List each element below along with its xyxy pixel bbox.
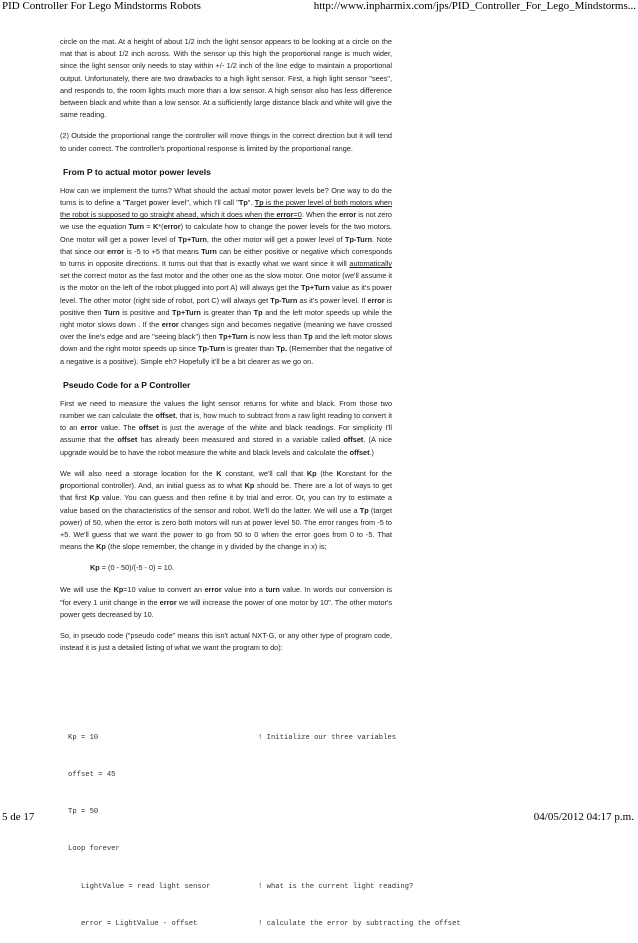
- code-comment: ! calculate the error by subtracting the offset: [258, 919, 461, 928]
- section-heading: Pseudo Code for a P Controller: [63, 379, 191, 390]
- paragraph: (2) Outside the proportional range the controller will move things in the correct direction but it will tend to under correct. The controller's proportional response is limited by the proportional range.: [60, 131, 392, 153]
- page-footer: [0, 810, 638, 826]
- page-number: 5 de 17: [2, 811, 35, 823]
- code-line: LightValue = read light sensor ! what is the current light reading?: [68, 881, 568, 893]
- document-body: [60, 36, 392, 663]
- code-line: offset = 45: [68, 771, 116, 780]
- header-title: PID Controller For Lego Mindstorms Robots: [2, 0, 201, 12]
- paragraph: We will use the Kp=10 value to convert an error value into a turn value. In words our conversion is "for every 1 unit change in the error we will increase the power of one motor by 10". The other motor's power gets decreased by 10.: [60, 585, 392, 619]
- print-timestamp: 04/05/2012 04:17 p.m.: [533, 811, 634, 823]
- code-line: error = LightValue - offset ! calculate the error by subtracting the offset: [68, 918, 568, 930]
- code-comment: ! what is the current light reading?: [258, 882, 414, 891]
- paragraph: How can we implement the turns? What should the actual motor power levels be? One way to do the turns is to define a "Target power level", which I'll call "Tp". Tp is the power level of both motors when the robot is supposed to go straight ahead, which it does when the error=0. When the error is not zero we use the equation Turn = K*(error) to calculate how to change the power levels for the two motors. One motor will get a power level of Tp+Turn, the other motor will get a power level of Tp-Turn. Note that since our error is -5 to +5 that means Turn can be either positive or negative which corresponds to turns in opposite directions. It turns out that that is exactly what we want since it will automatically set the correct motor as the fast motor and the other one as the slow motor. One motor (we'll assume it is the motor on the left of the robot plugged into port A) will always get the Tp+Turn value as it's power level. The other motor (right side of robot, port C) will always get Tp-Turn as it's power level. If error is positive then Turn is positive and Tp+Turn is greater than Tp and the left motor speeds up while the right motor slows down . If the error changes sign and becomes negative (meaning we have crossed over the line's edge and are "seeing black") then Tp+Turn is now less than Tp and the left motor slows down and the right motor speeds up since Tp-Turn is greater than Tp. (Remember that the negative of a negative is a positive). Simple eh? Hopefully it'll be a bit clearer as we go on.: [60, 185, 393, 366]
- formula: Kp = (0 - 50)/(-5 - 0) = 10.: [90, 563, 174, 573]
- paragraph: We will also need a storage location for the K constant, we'll call that Kp (the Konstant for the proportional controller). And, an initial guess as to what Kp should be. There are a lot of ways to get that first Kp value. You can guess and then refine it by trial and error. Or, you can try to estimate a value based on the characteristics of the sensor and robot. We'll do the latter. We will use a Tp (target power) of 50, when the error is zero both motors will run at power level 50. The error ranges from -5 to +5. We'll guess that we want the power to go from 50 to 0 when the error goes from 0 to -5. That means the Kp (the slope remember, the change in y divided by the change in x) is;: [60, 468, 392, 552]
- header-url: http://www.inpharmix.com/jps/PID_Controller_For_Lego_Mindstorms...: [313, 0, 636, 12]
- section-heading: From P to actual motor power levels: [63, 166, 211, 177]
- code-line: Tp = 50: [68, 808, 99, 817]
- code-comment: ! Initialize our three variables: [258, 733, 397, 742]
- paragraph: So, in pseudo code ("pseudo code" means this isn't actual NXT-G, or any other type of program code, instead it is just a detailed listing of what we want the program to do):: [60, 630, 392, 653]
- paragraph: circle on the mat. At a height of about 1/2 inch the light sensor appears to be looking at a circle on the mat that is about 1/2 inch across. With the sensor up this high the proportional range is much wider, since the light sensor only needs to stay within +/- 1/2 inch of the line edge to maintain a proportional output. Unfortunately, there are two drawbacks to a high light sensor. First, a high light sensor "sees", and responds to, the room lights much more than a low sensor. A high sensor also has less difference between black and white than a low sensor. At a sufficiently large distance black and white will give the same reading.: [60, 37, 392, 120]
- code-line: Loop forever: [68, 845, 120, 854]
- page-header: [0, 0, 638, 14]
- paragraph: First we need to measure the values the light sensor returns for white and black. From those two number we can calculate the offset, that is, how much to subtract from a raw light reading to convert it to an error value. The offset is just the average of the white and black readings. For simplicity I'll assume that the offset has already been measured and stored in a variable called offset. (A nice upgrade would be to have the robot measure the white and black levels and calculate the offset.): [60, 398, 392, 457]
- code-line: Kp = 10 ! Initialize our three variables: [68, 732, 568, 744]
